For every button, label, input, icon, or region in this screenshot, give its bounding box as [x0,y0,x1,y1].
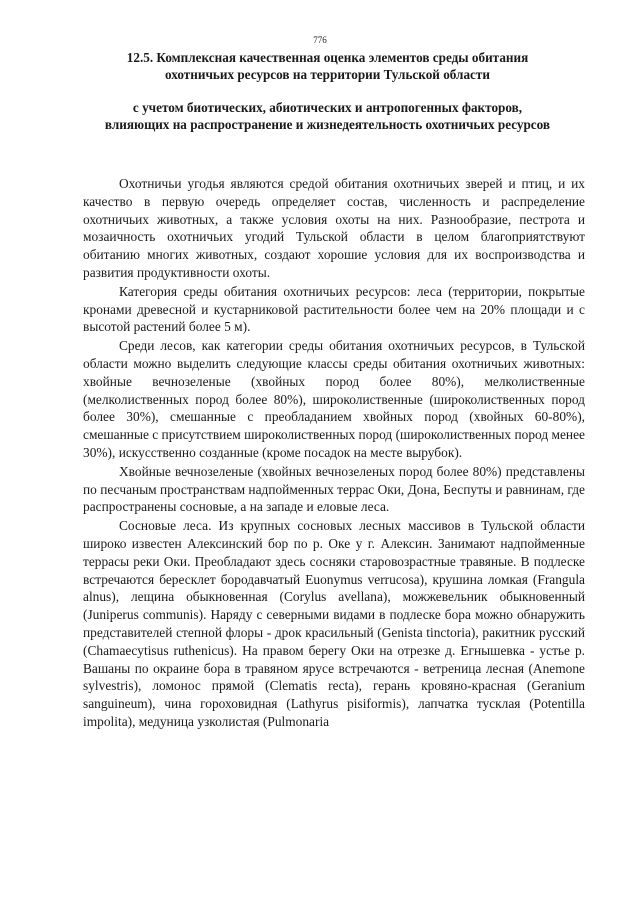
paragraph-5: Сосновые леса. Из крупных сосновых лесных массивов в Тульской области широко известен Алексинский бор по р. Оке у г. Алексин. Занимают надпойменные террасы реки Оки. Преобладают здесь сосняки старовозрастные травяные. В подлеске встречаются бересклет бородавчатый Euonymus verrucosa), крушина ломкая (Frangula alnus), лещина обыкновенная (Corylus avellana), можжевельник обыкновенный (Juniperus communis). Наряду с северными видами в подлеске бора можно обнаружить представителей степной флоры - дрок красильный (Genista tinctoria), ракитник русский (Chamaecytisus ruthenicus). На правом берегу Оки на отрезке д. Егнышевка - устье р. Вашаны по окраине бора в травяном ярусе встречаются - ветреница лесная (Anemone sylvestris), ломонос прямой (Clematis recta), герань кровяно-красная (Geranium sanguineum), чина гороховидная (Lathyrus pisiformis), лапчатка тусклая (Potentilla impolita), медуница узколистая (Pulmonaria [83,518,585,729]
paragraph-3: Среди лесов, как категории среды обитания охотничьих ресурсов, в Тульской области можно выделить следующие классы среды обитания охотничьих животных: хвойные вечнозеленые (хвойных пород более 80%), мелколиственные (мелколиственных пород более 80%), широколиственные (широколиственных пород более 30%), смешанные с преобладанием хвойных пород (хвойных 60-80%), смешанные с присутствием широколиственных пород (широколиственных пород менее 30%), искусственно созданные (кроме посадок на месте вырубок). [83,338,585,460]
section-subheading: с учетом биотических, абиотических и антропогенных факторов, влияющих на распространение и жизнедеятельность охотничьих ресурсов [104,100,551,132]
body-text [83,175,585,731]
section-heading: 12.5. Комплексная качественная оценка элементов среды обитания охотничьих ресурсов на территории Тульской области [126,50,529,82]
paragraph-1: Охотничьи угодья являются средой обитания охотничьих зверей и птиц, и их качество в первую очередь определяет состав, численность и распределение охотничьих животных, а также условия охоты на них. Разнообразие, пестрота и мозаичность охотничьих угодий Тульской области в целом благоприятствуют обитанию многих животных, создают хорошие условия для их воспроизводства и развития продуктивности охоты. [83,176,585,280]
page-number: 776 [313,35,327,45]
paragraph-4: Хвойные вечнозеленые (хвойных вечнозеленых пород более 80%) представлены по песчаным пространствам надпойменных террас Оки, Дона, Беспуты и равнинам, где распространены сосновые, а на западе и еловые леса. [83,463,585,515]
paragraph-2: Категория среды обитания охотничьих ресурсов: леса (территории, покрытые кронами древесной и кустарниковой растительности более чем на 20% площади и с высотой растений более 5 м). [83,283,585,335]
